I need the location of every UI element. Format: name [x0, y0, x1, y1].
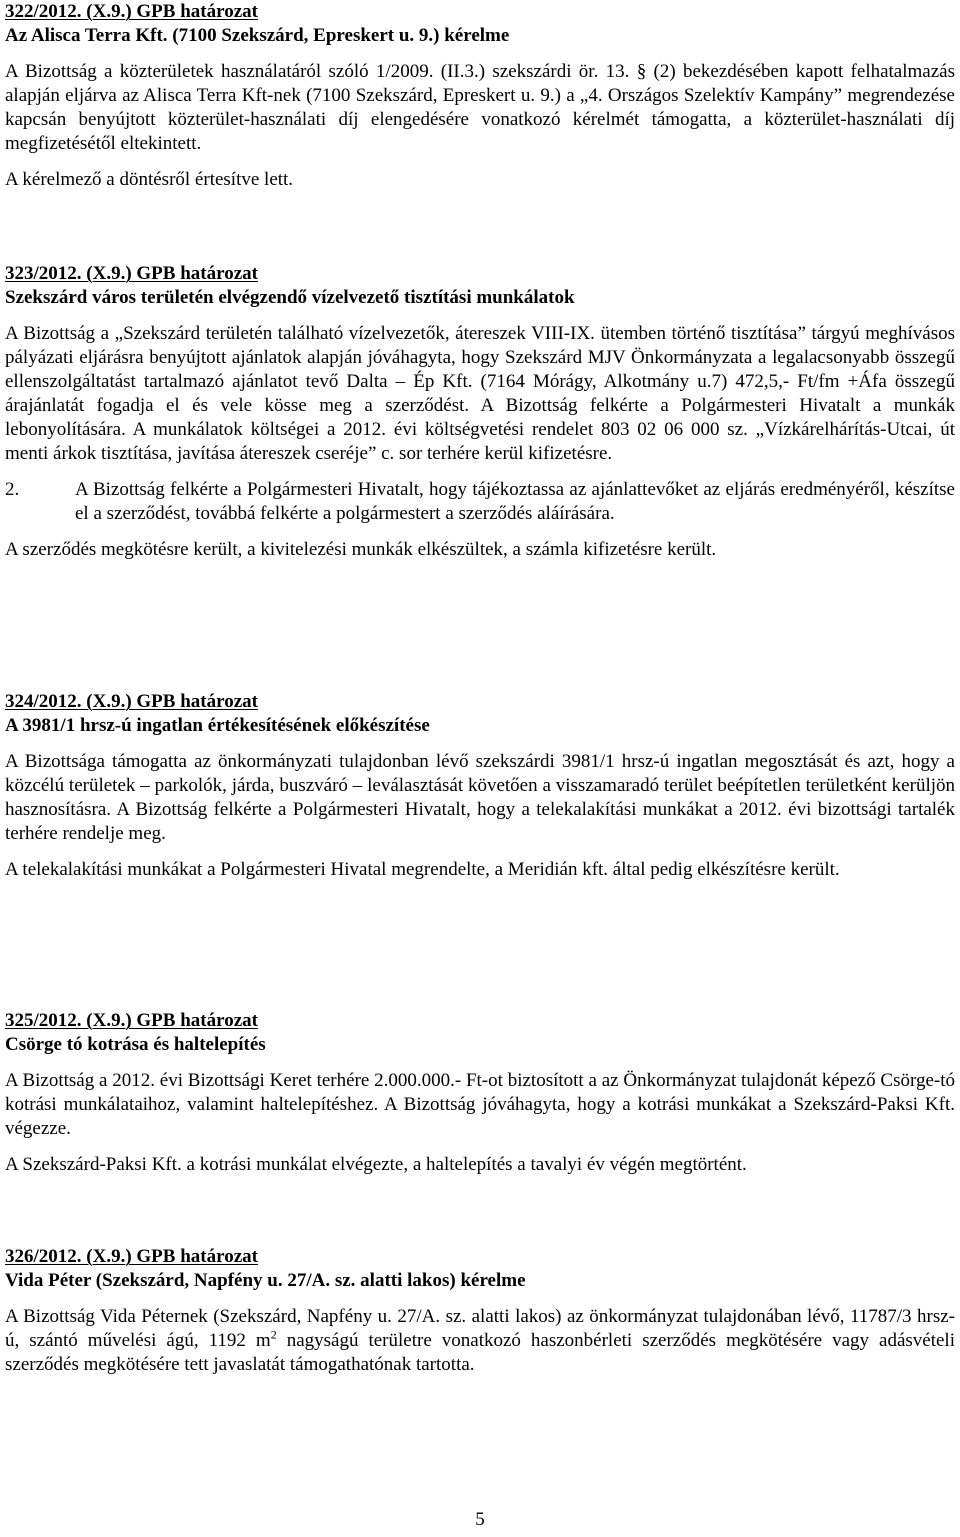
page-number: 5: [475, 1509, 485, 1530]
resolution-326: [5, 1245, 955, 1377]
resolution-322-id: 322/2012. (X.9.) GPB határozat: [5, 1, 258, 22]
resolution-322-paragraph-2: A kérelmező a döntésről értesítve lett.: [5, 169, 294, 190]
resolution-323: [5, 262, 955, 562]
resolution-323-id: 323/2012. (X.9.) GPB határozat: [5, 263, 258, 284]
resolution-323-item-2: [5, 478, 955, 526]
resolution-325-paragraph-2: A Szekszárd-Paksi Kft. a kotrási munkálat elvégezte, a haltelepítés a tavalyi év végén megtörtént.: [5, 1154, 747, 1175]
resolution-326-title: Vida Péter (Szekszárd, Napfény u. 27/A. sz. alatti lakos) kérelme: [5, 1270, 526, 1291]
resolution-324: [5, 690, 955, 882]
resolution-324-title: A 3981/1 hrsz-ú ingatlan értékesítésének előkészítése: [5, 715, 430, 736]
resolution-325-paragraph-1: A Bizottság a 2012. évi Bizottsági Keret terhére 2.000.000.- Ft-ot biztosított a az Önkormányzat tulajdonát képező Csörge-tó kotrási munkálataihoz, valamint haltelepítéshez. A Bizottság jóváhagyta, hogy a kotrási munkákat a Szekszárd-Paksi Kft. végezze.: [5, 1070, 955, 1139]
resolution-326-id: 326/2012. (X.9.) GPB határozat: [5, 1246, 258, 1267]
resolution-325-title: Csörge tó kotrása és haltelepítés: [5, 1034, 266, 1055]
paragraph-text-part-2: nagyságú területre vonatkozó haszonbérleti szerződés megkötésére vagy adásvételi szerződés megkötésére tett javaslatát támogathatónak tartotta.: [5, 1330, 955, 1375]
resolution-322-paragraph-1: A Bizottság a közterületek használatáról szóló 1/2009. (II.3.) szekszárdi ör. 13. § (2) bekezdésében kapott felhatalmazás alapján eljárva az Alisca Terra Kft-nek (7100 Szekszárd, Epreskert u. 9.) a „4. Országos Szelektív Kampány” megrendezése kapcsán benyújtott közterület-használati díj elengedésére vonatkozó kérelmét támogatta, a közterület-használati díj megfizetésétől eltekintett.: [5, 61, 955, 154]
resolution-324-paragraph-1: A Bizottsága támogatta az önkormányzati tulajdonban lévő szekszárdi 3981/1 hrsz-ú ingatlan megosztását és azt, hogy a közcélú területek – parkolók, járda, buszváró – leválasztását követően a visszamaradó terület beépítetlen területként kerüljön hasznosításra. A Bizottság felkérte a Polgármesteri Hivatalt, hogy a telekalakítási munkákat a 2012. évi bizottsági tartalék terhére rendelje meg.: [5, 751, 955, 844]
resolution-326-paragraph-1: [5, 1305, 955, 1377]
item-number: 2.: [5, 479, 20, 500]
resolution-325-id: 325/2012. (X.9.) GPB határozat: [5, 1010, 258, 1031]
resolution-322-title: Az Alisca Terra Kft. (7100 Szekszárd, Epreskert u. 9.) kérelme: [5, 25, 510, 46]
resolution-324-paragraph-2: A telekalakítási munkákat a Polgármesteri Hivatal megrendelte, a Meridián kft. által pedig elkészítésre került.: [5, 859, 840, 880]
item-text: A Bizottság felkérte a Polgármesteri Hivatalt, hogy tájékoztassa az ajánlattevőket az eljárás eredményéről, készítse el a szerződést, továbbá felkérte a polgármestert a szerződés aláírására.: [75, 479, 955, 524]
resolution-323-paragraph-3: A szerződés megkötésre került, a kivitelezési munkák elkészültek, a számla kifizetésre került.: [5, 539, 717, 560]
resolution-323-paragraph-1: A Bizottság a „Szekszárd területén található vízelvezetők, átereszek VIII-IX. ütemben történő tisztítása” tárgyú meghívásos pályázati eljárásra benyújtott ajánlatok alapján jóváhagyta, hogy Szekszárd MJV Önkormányzata a legalacsonyabb összegű ellenszolgáltatást tartalmazó ajánlatot tevő Dalta – Ép Kft. (7164 Mórágy, Alkotmány u.7) 472,5,- Ft/fm +Áfa összegű árajánlatát fogadja el és vele kösse meg a szerződést. A Bizottság felkérte a Polgármesteri Hivatalt a munkák lebonyolítására. A munkálatok költségei a 2012. évi költségvetési rendelet 803 02 06 000 sz. „Vízkárelhárítás-Utcai, út menti árkok tisztítása, javítása átereszek cseréje” c. sor terhére kerül kifizetésre.: [5, 323, 955, 464]
paragraph-text-part-1: A Bizottság Vida Péternek (Szekszárd, Napfény u. 27/A. sz. alatti lakos) az önkormányzat tulajdonában lévő, 11787/3 hrsz-ú, szántó művelési ágú, 1192 m: [5, 1306, 955, 1351]
resolution-322: [5, 0, 955, 192]
superscript-2: 2: [270, 1327, 277, 1342]
resolution-323-title: Szekszárd város területén elvégzendő vízelvezető tisztítási munkálatok: [5, 287, 575, 308]
resolution-324-id: 324/2012. (X.9.) GPB határozat: [5, 691, 258, 712]
resolution-325: [5, 1009, 955, 1177]
